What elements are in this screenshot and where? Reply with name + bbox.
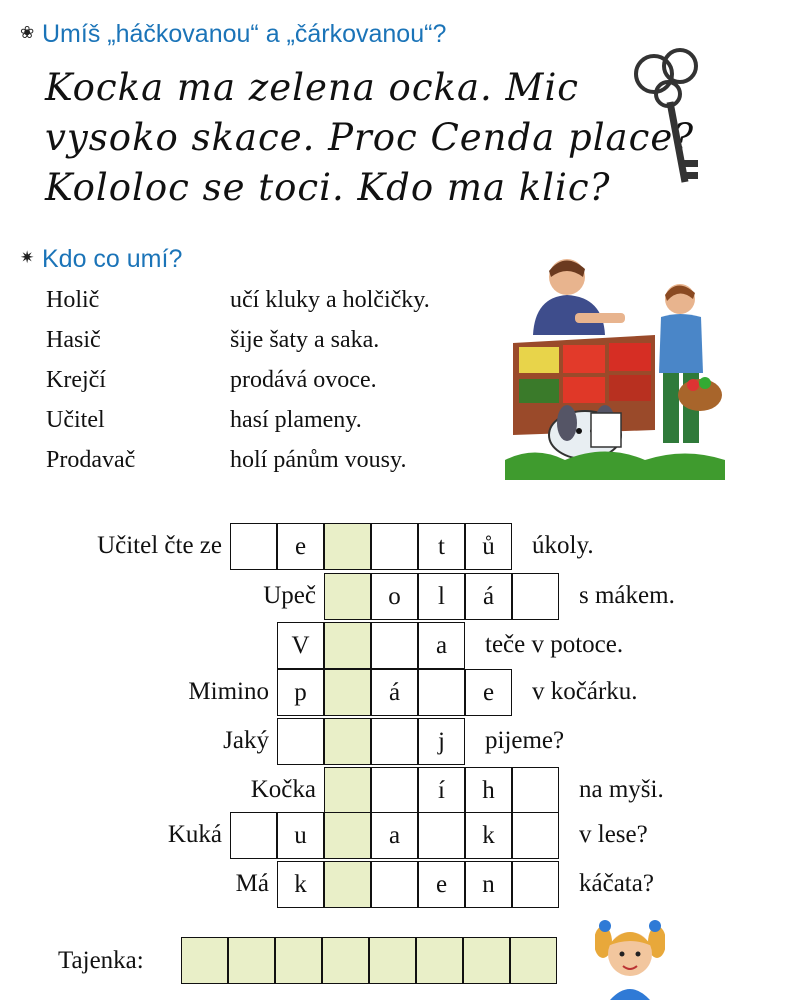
crossword-cell[interactable] [512, 573, 559, 620]
crossword-cell[interactable]: o [371, 573, 418, 620]
crossword-cell[interactable] [371, 622, 418, 669]
crossword-cell[interactable]: V [277, 622, 324, 669]
crossword-cell[interactable] [324, 573, 371, 620]
crossword-cell[interactable] [371, 523, 418, 570]
profession-hasic: Hasič [46, 327, 101, 353]
clue-after: pijeme? [485, 727, 565, 754]
market-illustration [505, 255, 725, 480]
section1-title: Umíš „háčkovanou“ a „čárkovanou“? [42, 20, 447, 48]
crossword-cell[interactable]: á [465, 573, 512, 620]
section2-title: Kdo co umí? [42, 245, 183, 273]
crossword-cell[interactable] [371, 718, 418, 765]
activity-3: prodává ovoce. [230, 367, 377, 393]
clue-after: teče v potoce. [485, 631, 624, 658]
clue-before: Upeč [263, 582, 316, 609]
clue-after: s mákem. [579, 582, 675, 609]
crossword-cell[interactable]: ů [465, 523, 512, 570]
crossword-cell[interactable] [324, 861, 371, 908]
section2-heading [20, 245, 182, 274]
star-bullet-icon: ✷ [20, 248, 35, 267]
crossword-cell[interactable]: a [371, 812, 418, 859]
key-illustration [630, 42, 710, 192]
clue-before: Mimino [188, 678, 269, 705]
crossword-cell[interactable] [418, 669, 465, 716]
cursive-line-2: vysoko skace. Proc Cenda place? [45, 116, 695, 159]
clue-after: úkoly. [532, 532, 594, 559]
clue-after: v lese? [579, 821, 648, 848]
crossword-cell[interactable]: e [465, 669, 512, 716]
crossword-cell[interactable] [324, 767, 371, 814]
crossword-cell[interactable] [230, 812, 277, 859]
section1-heading [20, 20, 446, 49]
clue-before: Učitel čte ze [97, 532, 222, 559]
crossword-cell[interactable] [324, 718, 371, 765]
activity-1: učí kluky a holčičky. [230, 287, 430, 313]
profession-ucitel: Učitel [46, 407, 105, 433]
clue-after: na myši. [579, 776, 664, 803]
tajenka-cell[interactable] [510, 937, 557, 984]
crossword-cell[interactable] [371, 767, 418, 814]
clue-before: Kuká [167, 821, 222, 848]
crossword-cell[interactable] [324, 622, 371, 669]
activity-5: holí pánům vousy. [230, 447, 407, 473]
crossword-cell[interactable] [512, 812, 559, 859]
crossword-cell[interactable] [418, 812, 465, 859]
tajenka-cell[interactable] [275, 937, 322, 984]
crossword-cell[interactable]: á [371, 669, 418, 716]
crossword-cell[interactable]: k [277, 861, 324, 908]
tajenka-label: Tajenka: [58, 947, 144, 974]
crossword-cell[interactable] [371, 861, 418, 908]
crossword-cell[interactable]: e [418, 861, 465, 908]
activity-4: hasí plameny. [230, 407, 362, 433]
cursive-line-1: Kocka ma zelena ocka. Mic [45, 66, 580, 109]
clue-before: Má [235, 870, 269, 897]
crossword-cell[interactable]: í [418, 767, 465, 814]
clue-after: káčata? [579, 870, 654, 897]
tajenka-cell[interactable] [322, 937, 369, 984]
crossword-cell[interactable]: a [418, 622, 465, 669]
crossword-cell[interactable]: j [418, 718, 465, 765]
clue-before: Jaký [223, 727, 269, 754]
profession-krejci: Krejčí [46, 367, 106, 393]
girl-illustration [595, 912, 665, 1000]
clue-after: v kočárku. [532, 678, 638, 705]
crossword-cell[interactable] [324, 669, 371, 716]
flower-bullet-icon: ❀ [20, 23, 35, 42]
crossword-cell[interactable]: p [277, 669, 324, 716]
profession-holic: Holič [46, 287, 100, 313]
clue-before: Kočka [250, 776, 316, 803]
tajenka-cell[interactable] [181, 937, 228, 984]
tajenka-cell[interactable] [228, 937, 275, 984]
crossword-cell[interactable]: h [465, 767, 512, 814]
profession-prodavac: Prodavač [46, 447, 136, 473]
cursive-line-3: Kololoc se toci. Kdo ma klic? [45, 166, 611, 209]
crossword-cell[interactable]: t [418, 523, 465, 570]
crossword-cell[interactable]: k [465, 812, 512, 859]
crossword-cell[interactable] [512, 767, 559, 814]
crossword-cell[interactable] [324, 523, 371, 570]
crossword-cell[interactable]: e [277, 523, 324, 570]
crossword-cell[interactable] [230, 523, 277, 570]
tajenka-cell[interactable] [416, 937, 463, 984]
crossword-cell[interactable] [324, 812, 371, 859]
tajenka-cell[interactable] [463, 937, 510, 984]
tajenka-cell[interactable] [369, 937, 416, 984]
crossword-cell[interactable] [277, 718, 324, 765]
crossword-cell[interactable] [512, 861, 559, 908]
crossword-cell[interactable]: l [418, 573, 465, 620]
crossword-cell[interactable]: u [277, 812, 324, 859]
crossword-cell[interactable]: n [465, 861, 512, 908]
activity-2: šije šaty a saka. [230, 327, 380, 353]
